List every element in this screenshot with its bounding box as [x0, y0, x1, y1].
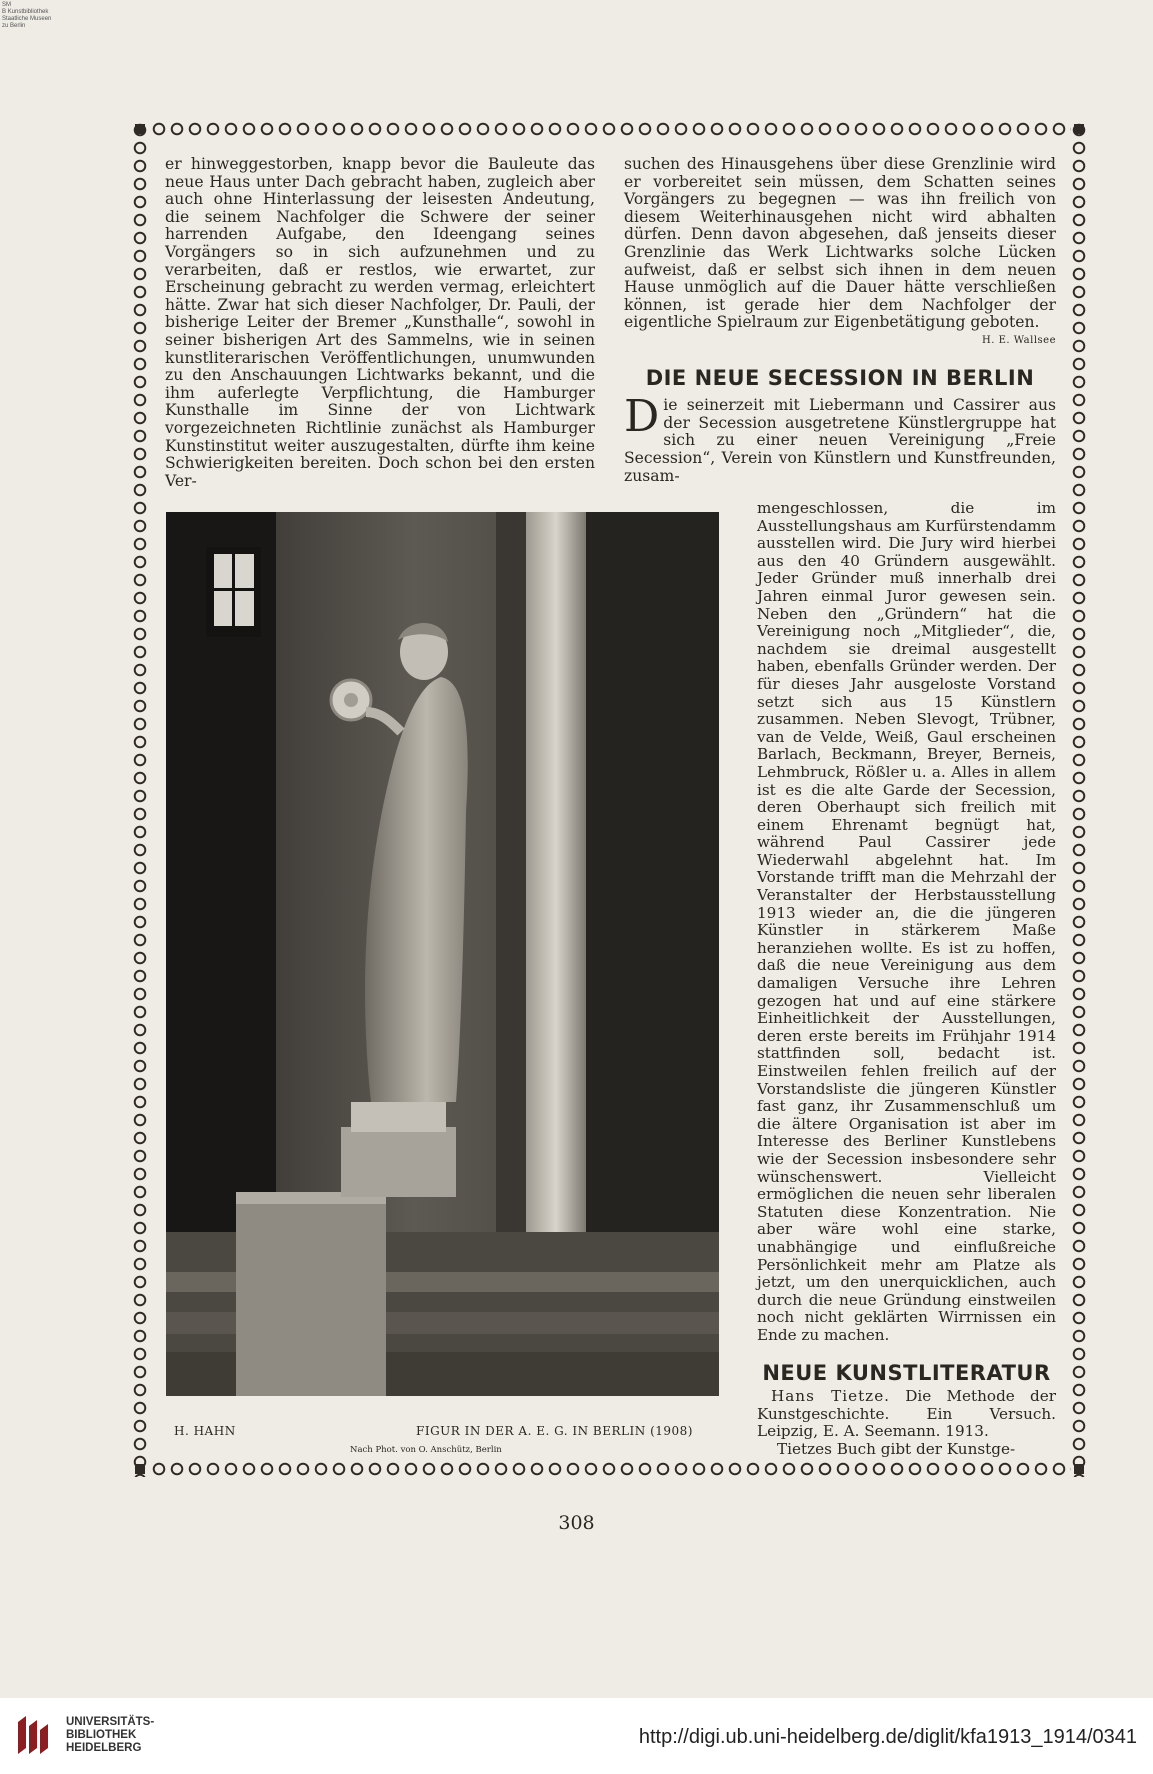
stamp-line: SM — [2, 2, 11, 8]
frame-corner — [135, 124, 145, 134]
right-narrow-column — [757, 500, 1056, 1458]
drop-cap: D — [624, 391, 660, 443]
section-heading: NEUE KUNSTLITERATUR — [762, 1360, 1051, 1385]
article-paragraph: suchen des Hinausgehens über diese Grenzlinie wird er vorbereitet sein müssen, dem Schatten seines Vorgängers zu begegnen — was ihn freilich von diesem Weiterhinausgehen nicht wird abhalten dürfen. Denn davon abgesehen, daß jenseits dieser Grenzlinie das Werk Lichtwarks solche Lücken aufweist, daß er selbst sich ihnen in dem neuen Hause unmöglich auf die Dauer hätte verschließen können, ist gerade hier dem Nachfolger der eigentliche Spielraum zur Eigenbetätigung geboten. — [624, 155, 1056, 332]
university-library-logo — [14, 1712, 56, 1758]
left-text-column — [165, 156, 595, 490]
viewer-footer — [0, 1698, 1153, 1774]
frame-corner — [1074, 124, 1084, 134]
paragraph-text: ie seinerzeit mit Liebermann und Cassirer aus der Secession ausgetretene Künstlergruppe hat sich zu einer neuen Vereinigung „Freie Secession“, Verein von Künstlern und Kunstfreunden, zusam- — [624, 396, 1056, 485]
article-paragraph: er hinweggestorben, knapp bevor die Bauleute das neue Haus unter Dach gebracht haben, zugleich aber auch ohne Hinterlassung der leisesten Andeutung, die seinem Nachfolger die Schwere der seiner harrenden Aufgabe, den Ideengang seines Vorgängers so in sich aufzunehmen und zu verarbeiten, daß er restlos, wie erwartet, zur Erscheinung gebracht zu werden vermag, erleichtert hätte. Zwar hat sich dieser Nachfolger, Dr. Pauli, der bisherige Leiter der Bremer „Kunsthalle“, sowohl in seiner bisherigen Art des Sammelns, wie in seinen kunstliterarischen Veröffentlichungen, unumwunden zu den Anschauungen Lichtwarks bekannt, und die ihm auferlegte Verpflichtung, die Hamburger Kunsthalle im Sinne der von Lichtwark vorgezeichneten Richtlinie zunächst als Hamburger Kunstinstitut weiter auszugestalten, dürfte ihm keine Schwierigkeiten bereiten. Doch schon bei den ersten Ver- — [165, 155, 595, 490]
stamp-line: zu Berlin — [2, 23, 26, 29]
photo-illustration — [166, 512, 719, 1396]
article-paragraph — [624, 391, 1056, 485]
book-review — [757, 1388, 1056, 1441]
photo-credit: Nach Phot. von O. Anschütz, Berlin — [350, 1445, 502, 1455]
library-name-line: UNIVERSITÄTS- — [66, 1716, 155, 1728]
stamp-line: B Kunstbibliothek — [2, 9, 49, 15]
author-signature: H. E. Wallsee — [982, 334, 1056, 346]
figure-artist: H. HAHN — [174, 1424, 236, 1438]
section-heading: DIE NEUE SECESSION IN BERLIN — [645, 365, 1035, 390]
figure-title: FIGUR IN DER A. E. G. IN BERLIN (1908) — [416, 1424, 693, 1438]
frame-right-border — [1071, 121, 1087, 1477]
stamp-line: Staatliche Museen — [2, 16, 52, 22]
sculpture-photograph — [166, 512, 719, 1396]
frame-corner — [1074, 1464, 1084, 1474]
article-paragraph: Tietzes Buch gibt der Kunstge- — [777, 1439, 1016, 1458]
page-number: 308 — [558, 1512, 595, 1534]
frame-top-border — [132, 121, 1087, 137]
article-paragraph: mengeschlossen, die im Ausstellungshaus am Kurfürstendamm ausstellen wird. Die Jury wird hierbei aus den 40 Gründern ausgewählt. Jeder Gründer muß innerhalb drei Jahren einmal Juror gewesen sein. Neben den „Gründern“ hat die Vereinigung noch „Mitglieder“, die, nachdem sie dreimal ausgestellt haben, ebenfalls Gründer werden. Der für dieses Jahr ausgeloste Vorstand setzt sich aus 15 Künstlern zusammen. Neben Slevogt, Trübner, van de Velde, Weiß, Gaul erscheinen Barlach, Beckmann, Breyer, Berneis, Lehmbruck, Rößler u. a. Alles in allem ist es die alte Garde der Secession, deren Oberhaupt sich freilich mit einem Ehrenamt begnügt hat, während Paul Cassirer jede Wiederwahl abgelehnt hat. Im Vorstande trifft man die Mehrzahl der Veranstalter der Herbstausstellung 1913 wieder an, die die jüngeren Künstler in stärkerem Maße heranziehen wollte. Es ist zu hoffen, daß die neue Vereinigung aus dem damaligen Versuche ihre Lehren gezogen hat und auf eine stärkere Einheitlichkeit der Ausstellungen, deren erste bereits im Frühjahr 1914 stattfinden soll, bedacht ist. Einstweilen fehlen freilich auf der Vorstandsliste die jüngeren Künstler fast ganz, ihr Zusammenschluß um die ältere Organisation ist aber im Interesse des Berliner Kunstlebens wie der Secession insbesondere sehr wünschenswert. Vielleicht ermöglichen die neuen sehr liberalen Statuten diese Konzentration. Nie aber wäre wohl eine starke, unabhängige und einflußreiche Persönlichkeit mehr am Platze als jetzt, um den unerquicklichen, auch durch die neue Gründung einstweilen noch nicht geklärten Wirrnissen ein Ende zu machen. — [757, 499, 1056, 1344]
permalink-url[interactable]: http://digi.ub.uni-heidelberg.de/diglit/kfa1913_1914/0341 — [638, 1726, 1137, 1748]
library-name-line: HEIDELBERG — [66, 1742, 142, 1754]
reviewed-author: Hans Tietze. — [771, 1387, 891, 1406]
frame-corner — [135, 1464, 145, 1474]
right-text-column — [624, 156, 1056, 485]
library-name-line: BIBLIOTHEK — [66, 1729, 137, 1741]
book-reference: Die Methode der Kunstgeschichte. Ein Versuch. Leipzig, E. A. Seemann. 1913. — [757, 1387, 1056, 1441]
library-stamp — [2, 2, 51, 30]
library-name — [66, 1716, 154, 1755]
frame-bottom-border — [132, 1461, 1087, 1477]
frame-left-border — [132, 121, 148, 1477]
